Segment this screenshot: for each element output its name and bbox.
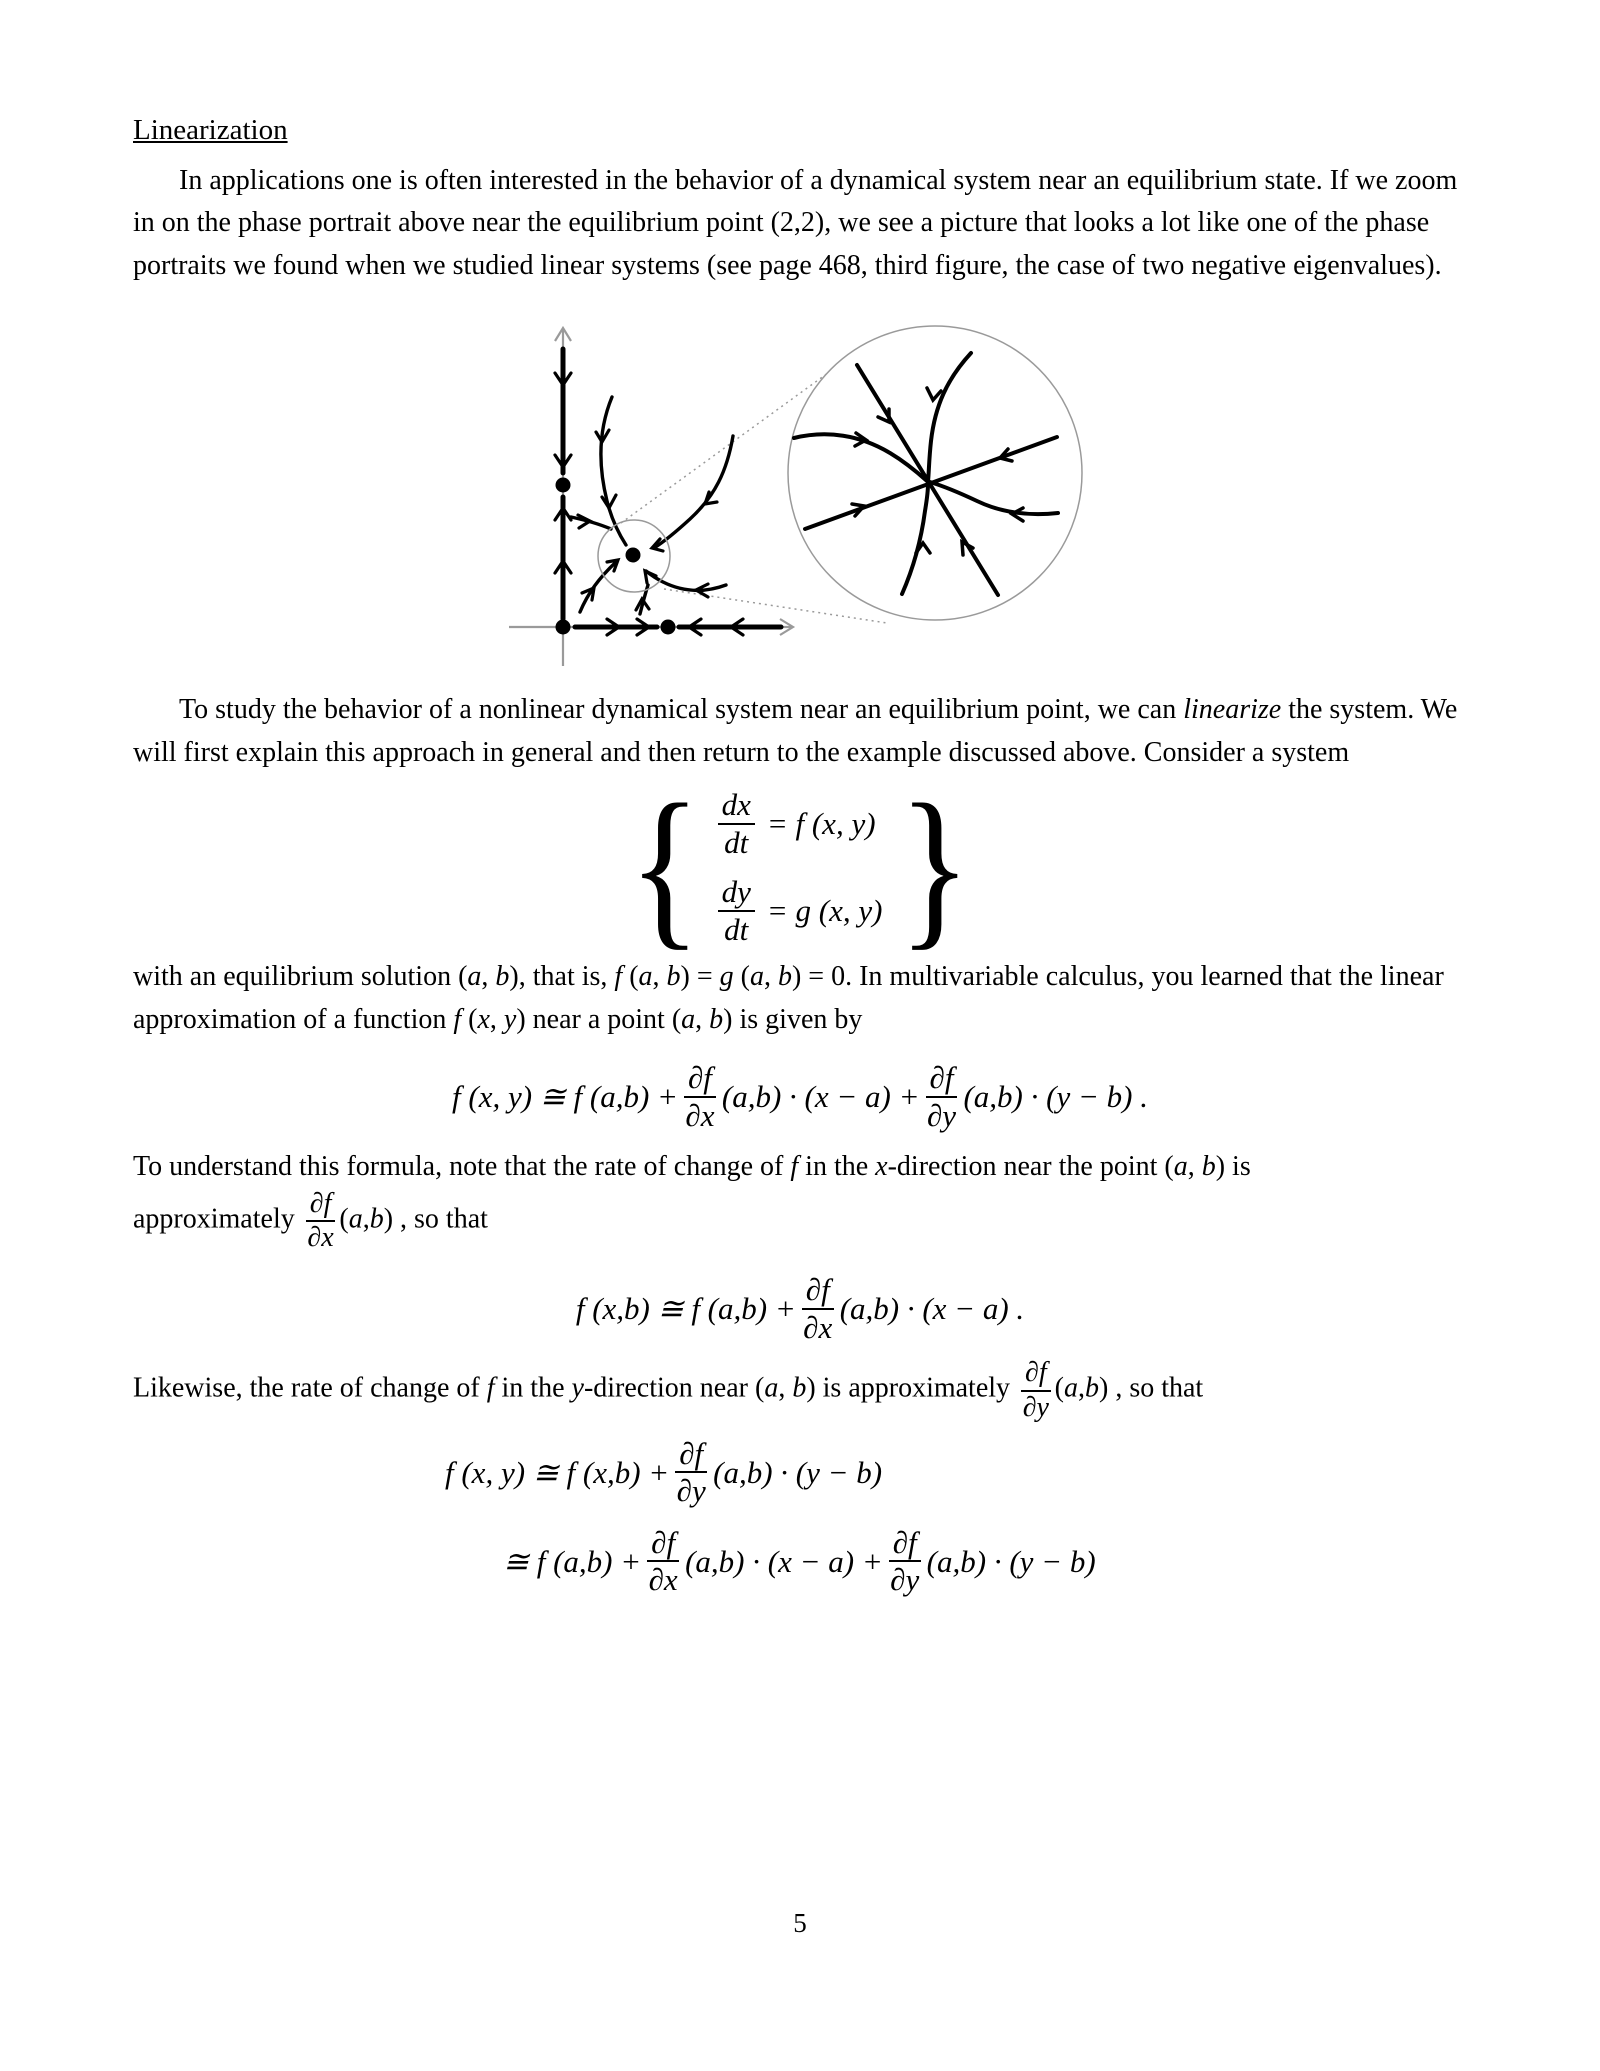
eq-term: (a,b) · (y − b) — [713, 1454, 883, 1490]
dy-dt-fraction: $\frac{dy}{dt}$ — [718, 875, 755, 946]
eq-term: (a,b) · (y − b) — [926, 1543, 1096, 1579]
system-of-odes-equation — [133, 767, 1467, 966]
trajectory-lower-left — [580, 562, 616, 612]
left-brace: { — [628, 767, 702, 966]
inline-partial-fraction: $\frac{\partial f}{\partial y}$ — [1022, 1357, 1049, 1423]
zoomed-phase-portrait — [788, 326, 1082, 620]
left-phase-portrait — [509, 328, 793, 666]
eq-term: ≅ f (a,b) + — [503, 1543, 642, 1579]
magnifier-large-circle — [788, 326, 1082, 620]
x-direction-equation — [133, 1273, 1467, 1344]
x-direction-line2-after: (a,b) , so that — [339, 1203, 488, 1235]
partial-f-partial-x-fraction: $\frac{\partial f}{\partial x}$ — [648, 1524, 678, 1598]
trajectories — [571, 397, 733, 614]
inline-partial-fraction: $\frac{\partial f}{\partial x}$ — [307, 1187, 334, 1254]
y-direction-after: (a,b) , so that — [1054, 1372, 1204, 1404]
system-row-dy — [718, 875, 883, 946]
partial-f-partial-y-fraction: $\frac{\partial f}{\partial y}$ — [890, 1524, 920, 1598]
partial-f-partial-x-fraction: $\frac{\partial f}{\partial x}$ — [685, 1060, 715, 1133]
y-direction-equation-line2 — [503, 1526, 1467, 1597]
partial-f-partial-y-fraction: $\frac{\partial f}{\partial y}$ — [926, 1060, 957, 1133]
origin-point — [556, 620, 571, 635]
dx-dt-rhs: = f (x, y) — [766, 806, 876, 842]
equilibrium-points — [556, 478, 676, 635]
arrowhead — [645, 571, 656, 583]
eq-term: f (x, y) ≅ f (x,b) + — [445, 1454, 670, 1490]
interior-equilibrium-point — [626, 548, 641, 563]
paragraph-y-direction — [133, 1358, 1467, 1422]
page-number: 5 — [793, 1908, 807, 1938]
paragraph-equilibrium — [133, 956, 1467, 1041]
y-axis-equilibrium-point — [556, 478, 571, 493]
linear-approximation-equation — [133, 1061, 1467, 1132]
section-title: Linearization — [133, 114, 288, 146]
trajectory-upper-right — [654, 436, 733, 548]
dx-dt-fraction: $\frac{dx}{dt}$ — [718, 788, 755, 859]
phase-portrait-figure — [485, 301, 1467, 681]
dy-dt-rhs: = g (x, y) — [766, 893, 883, 929]
system-row-dx — [718, 788, 883, 859]
x-direction-line1: To understand this formula, note that the rate of change of f in the x-direction near the point (a, b) is — [133, 1151, 1251, 1183]
x-direction-line2-before: approximately — [133, 1203, 302, 1235]
eq-term: (a,b) · (y − b) . — [963, 1079, 1148, 1115]
paragraph-linearize-text: To study the behavior of a nonlinear dynamical system near an equilibrium point, we can linearize the system. We will first explain this approach in general and then return to the example discussed above. Consider a system — [133, 694, 1458, 768]
coordinate-axes — [509, 328, 793, 666]
phase-portrait-svg — [485, 301, 1105, 681]
eq-term: (a,b) · (x − a) + — [721, 1079, 920, 1115]
paragraph-x-direction — [133, 1146, 1467, 1253]
eq-term: (a,b) · (x − a) + — [685, 1543, 883, 1579]
paragraph-intro — [133, 160, 1467, 288]
paragraph-linearize — [133, 689, 1467, 774]
right-brace: } — [898, 767, 972, 966]
eq-term: f (x,b) ≅ f (a,b) + — [575, 1291, 796, 1327]
x-axis-equilibrium-point — [661, 620, 676, 635]
axis-flow-arrowheads — [555, 373, 743, 635]
paragraph-equilibrium-text: with an equilibrium solution (a, b), that is, f (a, b) = g (a, b) = 0. In multivariable calculus, you learned that the linear approximation of a function f (x, y) near a point (a, b) is given by — [133, 961, 1444, 1035]
y-direction-equation-line1 — [445, 1437, 1467, 1508]
trajectory-lower-right — [646, 571, 726, 590]
system-rows — [718, 788, 883, 946]
partial-f-partial-y-fraction: $\frac{\partial f}{\partial y}$ — [676, 1435, 706, 1509]
arrowhead — [602, 495, 616, 508]
trajectory-left — [571, 517, 611, 529]
y-direction-before: Likewise, the rate of change of f in the y-direction near (a, b) is approximately — [133, 1372, 1018, 1404]
paragraph-intro-text: In applications one is often interested in the behavior of a dynamical system near an equilibrium state. If we zoom in on the phase portrait above near the equilibrium point (2,2), we see a picture that looks a lot like one of the phase portraits we found when we studied linear systems (see page 468, third figure, the case of two negative eigenvalues). — [133, 164, 1458, 281]
partial-f-partial-x-fraction: $\frac{\partial f}{\partial x}$ — [803, 1272, 833, 1345]
eq-term: (a,b) · (x − a) . — [839, 1291, 1025, 1327]
eq-term: f (x, y) ≅ f (a,b) + — [452, 1079, 678, 1115]
